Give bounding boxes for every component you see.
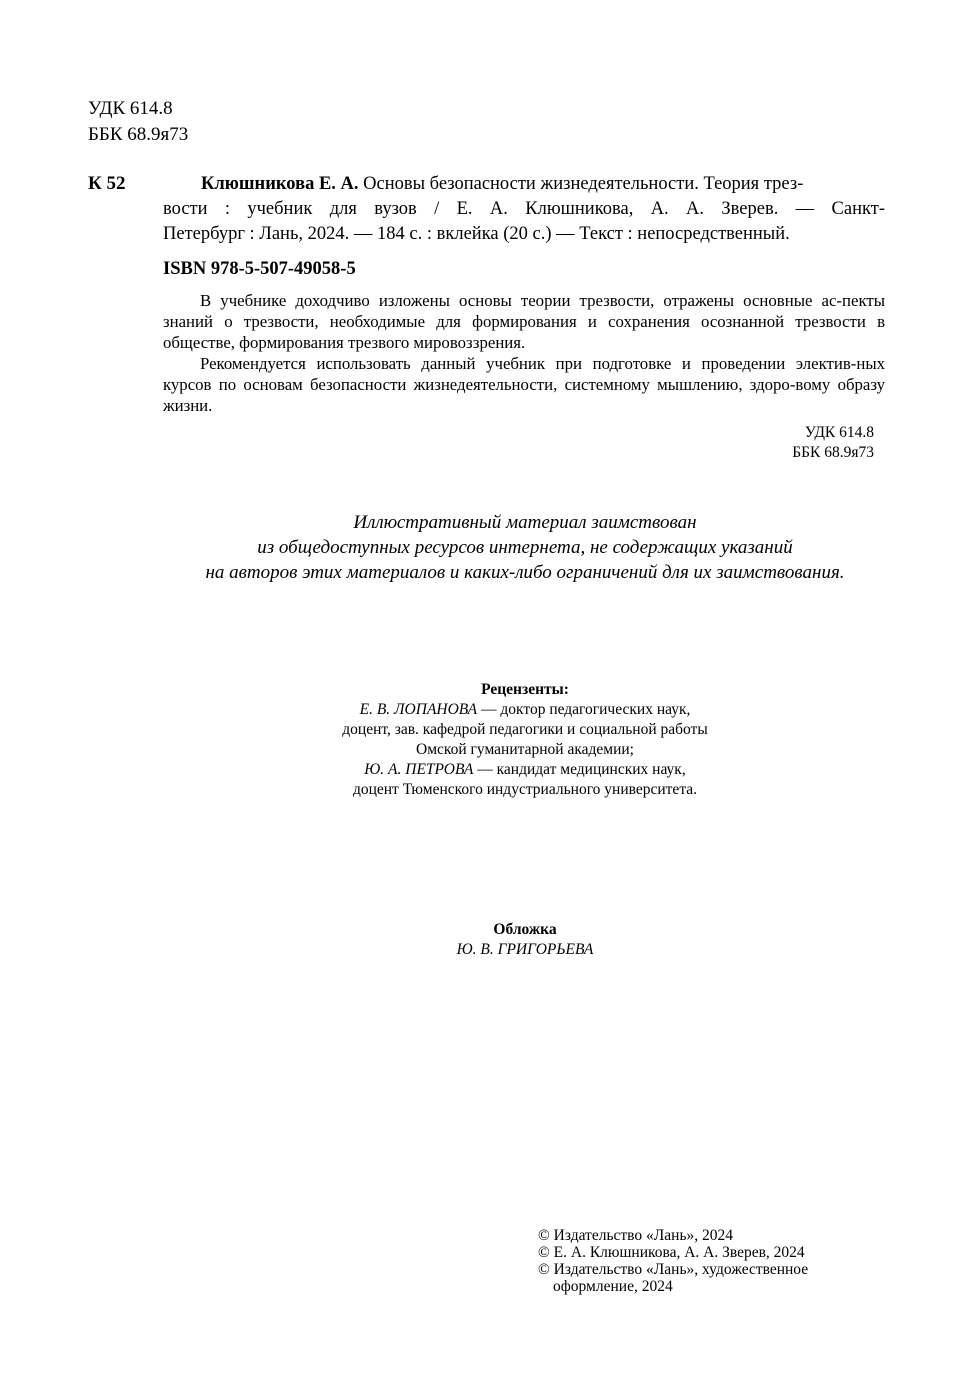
reviewer-2-name: Ю. А. ПЕТРОВА	[364, 761, 474, 778]
reviewer-1-line-3: Омской гуманитарной академии;	[416, 741, 634, 758]
copyright-line-2: © Е. А. Клюшникова, А. А. Зверев, 2024	[538, 1244, 805, 1261]
reviewers-heading: Рецензенты:	[481, 681, 569, 698]
copyright-line-3-cont: оформление, 2024	[553, 1278, 673, 1295]
entry-title-line1: Основы безопасности жизнедеятельности. Теория трез-	[358, 174, 804, 194]
bibliographic-entry	[163, 172, 885, 247]
bbk-code: ББК 68.9я73	[88, 124, 189, 145]
reviewer-1-line-1	[225, 700, 825, 720]
copyright-line-1: © Издательство «Лань», 2024	[538, 1227, 734, 1244]
isbn: ISBN 978-5-507-49058-5	[163, 259, 356, 279]
udk-code: УДК 614.8	[88, 98, 173, 119]
notice-line-3: на авторов этих материалов и каких-либо ограничений для их заимствования.	[205, 562, 845, 583]
cover-heading: Обложка	[493, 921, 557, 938]
abstract-paragraph-1: В учебнике доходчиво изложены основы теории трезвости, отражены основные ас-пекты знаний о трезвости, необходимые для формирования и сохранения осознанной трезвости в обществе, формирования трезвого мировоззрения.	[163, 291, 885, 352]
cover-designer: Ю. В. ГРИГОРЬЕВА	[456, 941, 594, 958]
bbk-code-right: ББК 68.9я73	[792, 444, 874, 461]
classification-block	[88, 96, 188, 148]
entry-line2: вости : учебник для вузов / Е. А. Клюшникова, А. А. Зверев. — Санкт-	[163, 199, 885, 219]
cover-credit	[325, 920, 725, 960]
reviewers-block	[225, 680, 825, 800]
copyright-block	[538, 1227, 868, 1295]
entry-author: Клюшникова Е. А.	[201, 174, 359, 194]
abstract	[163, 290, 885, 416]
reviewer-1-degree: — доктор педагогических наук,	[477, 701, 691, 718]
copyright-line-3: © Издательство «Лань», художественное	[538, 1261, 809, 1278]
abstract-paragraph-2: Рекомендуется использовать данный учебник при подготовке и проведении электив-ных курсов по основам безопасности жизнедеятельности, системному мышлению, здоро-вому образу жизни.	[163, 354, 885, 415]
reviewer-1-name: Е. В. ЛОПАНОВА	[359, 701, 478, 718]
reviewer-2-line-2: доцент Тюменского индустриального университета.	[352, 781, 698, 798]
reviewer-2-degree: — кандидат медицинских наук,	[473, 761, 686, 778]
udk-code-right: УДК 614.8	[804, 424, 874, 441]
classification-right	[700, 423, 874, 463]
notice-line-1: Иллюстративный материал заимствован	[353, 512, 697, 533]
reviewer-2-line-1	[225, 760, 825, 780]
author-mark: К 52	[88, 173, 126, 194]
illustration-notice	[100, 510, 950, 585]
notice-line-2: из общедоступных ресурсов интернета, не содержащих указаний	[257, 537, 793, 558]
entry-line3: Петербург : Лань, 2024. — 184 с. : вклейка (20 с.) — Текст : непосредственный.	[163, 224, 790, 244]
reviewer-1-line-2: доцент, зав. кафедрой педагогики и социальной работы	[342, 721, 708, 738]
